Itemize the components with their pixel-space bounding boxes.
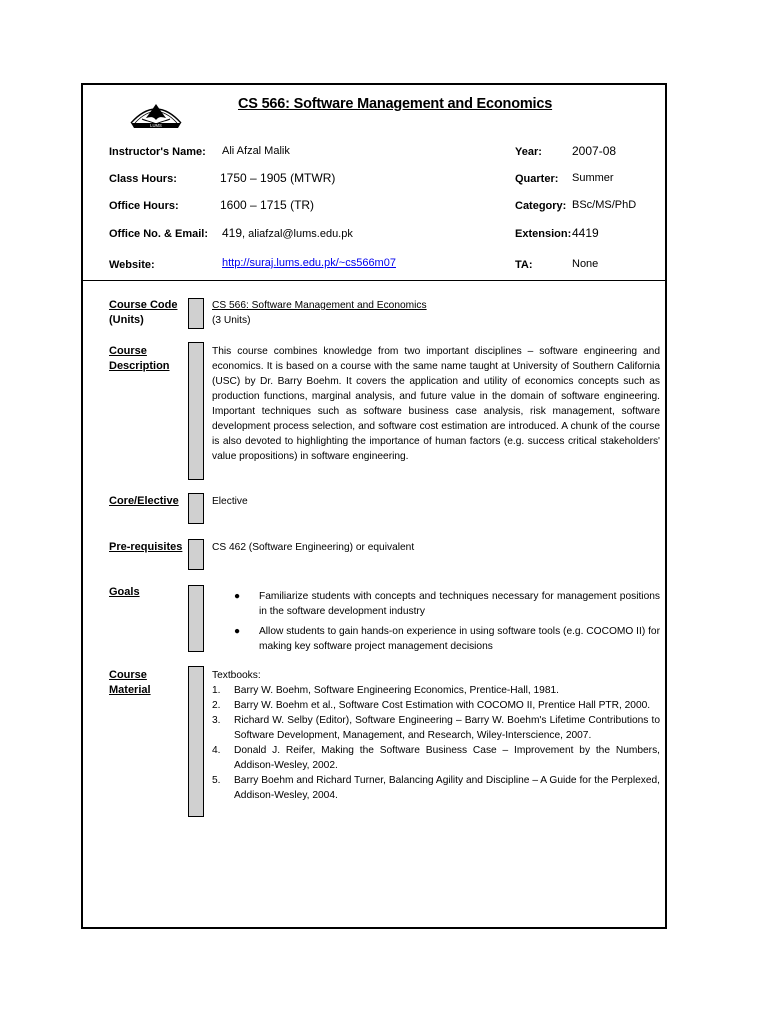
textbook-text: Donald J. Reifer, Making the Software Business Case – Improvement by the Numbers, Addison-Wesley, 2002.: [234, 745, 660, 771]
textbook-text: Barry W. Boehm, Software Engineering Economics, Prentice-Hall, 1981.: [234, 685, 560, 696]
prerequisites-label-text: Pre-requisites: [109, 541, 183, 553]
course-code-value: [212, 298, 660, 328]
course-code-marker: [188, 298, 204, 329]
material-marker: [188, 666, 204, 817]
material-label: [109, 668, 151, 698]
description-label-line2: Description: [109, 360, 170, 372]
textbook-number: 3.: [212, 715, 221, 726]
ta-label: TA:: [515, 259, 533, 271]
goals-marker: [188, 585, 204, 652]
textbook-item: [212, 773, 660, 803]
course-units: (3 Units): [212, 315, 251, 326]
office-email-label: Office No. & Email:: [109, 228, 209, 240]
office-email-value: [222, 226, 353, 240]
textbook-item: [212, 713, 660, 743]
prerequisites-marker: [188, 539, 204, 570]
goal-text: Familiarize students with concepts and techniques necessary for management positions in the software development industry: [259, 591, 660, 617]
textbook-number: 4.: [212, 745, 221, 756]
ta-value: None: [572, 258, 599, 270]
core-elective-value: Elective: [212, 496, 248, 507]
extension-value: 4419: [572, 226, 599, 240]
goals-label-text: Goals: [109, 586, 140, 598]
textbook-number: 1.: [212, 685, 221, 696]
textbook-item: [212, 698, 660, 713]
textbook-number: 2.: [212, 700, 221, 711]
bullet-icon: ●: [234, 626, 241, 637]
prerequisites-label: [109, 540, 182, 555]
material-content: [212, 668, 660, 803]
goal-item: [212, 589, 660, 619]
textbook-text: Barry Boehm and Richard Turner, Balancing Agility and Discipline – A Guide for the Perplexed, Addison-Wesley, 2004.: [234, 775, 660, 801]
website-value: [222, 257, 396, 269]
class-hours-value: 1750 – 1905 (MTWR): [220, 171, 336, 185]
year-label: Year:: [515, 146, 542, 158]
instructor-label: Instructor's Name:: [109, 146, 206, 158]
category-label: Category:: [515, 200, 567, 212]
website-link[interactable]: http://suraj.lums.edu.pk/~cs566m07: [222, 257, 396, 269]
core-elective-label: [109, 494, 179, 509]
core-elective-marker: [188, 493, 204, 524]
year-value: 2007-08: [572, 144, 617, 158]
header-separator: [83, 280, 665, 281]
material-label-line2: Material: [109, 684, 151, 696]
goals-list-wrap: [212, 589, 660, 659]
textbook-text: Richard W. Selby (Editor), Software Engineering – Barry W. Boehm's Lifetime Contributions to Software Development, Management, and Research, Wiley-Interscience, 2007.: [234, 715, 660, 741]
course-code-label: [109, 298, 177, 328]
description-label-line1: Course: [109, 345, 147, 357]
textbook-text: Barry W. Boehm et al., Software Cost Estimation with COCOMO II, Prentice Hall PTR, 2000.: [234, 700, 651, 711]
textbooks-heading: Textbooks:: [212, 670, 261, 681]
website-label: Website:: [109, 259, 155, 271]
goals-list: [212, 589, 660, 654]
page-title: CS 566: Software Management and Economics: [238, 96, 553, 112]
quarter-value: Summer: [572, 172, 614, 184]
description-text: This course combines knowledge from two important disciplines – software engineering and economics. It is based on a course with the same name taught at University of Southern California (USC) by Dr. Barry Boehm. It covers the application and utility of economics concepts such as production functions, marginal analysis, and future value in the domain of software engineering. Important techniques such as software business case analysis, risk management, software development process selection, and software cost estimation are introduced. A chunk of the course is also devoted to highlighting the importance of human factors (e.g. success critical stakeholders' value propositions) in software engineering.: [212, 346, 660, 462]
textbook-item: [212, 683, 660, 698]
email-address: , aliafzal@lums.edu.pk: [242, 228, 353, 240]
description-marker: [188, 342, 204, 480]
office-hours-label: Office Hours:: [109, 200, 179, 212]
goal-text: Allow students to gain hands-on experience in using software tools (e.g. COCOMO II) for making key software project management decisions: [259, 626, 660, 652]
course-code-label-line2: (Units): [109, 314, 144, 326]
material-label-line1: Course: [109, 669, 147, 681]
category-value: BSc/MS/PhD: [572, 199, 637, 211]
description-label: [109, 344, 170, 374]
instructor-value: Ali Afzal Malik: [222, 145, 290, 157]
course-outline-sheet: [81, 83, 667, 929]
course-code-title: CS 566: Software Management and Economics: [212, 300, 427, 311]
goal-item: [212, 624, 660, 654]
textbook-item: [212, 743, 660, 773]
core-elective-label-text: Core/Elective: [109, 495, 179, 507]
logo-text: LUMS: [150, 123, 162, 128]
bullet-icon: ●: [234, 591, 241, 602]
office-hours-value: 1600 – 1715 (TR): [220, 198, 315, 212]
textbook-number: 5.: [212, 775, 221, 786]
extension-label: Extension:: [515, 228, 572, 240]
goals-label: [109, 585, 140, 600]
class-hours-label: Class Hours:: [109, 173, 177, 185]
quarter-label: Quarter:: [515, 173, 559, 185]
course-code-label-line1: Course Code: [109, 299, 178, 311]
office-number: 419: [222, 226, 243, 240]
prerequisites-value: CS 462 (Software Engineering) or equivalent: [212, 542, 415, 553]
textbook-list: [212, 683, 660, 803]
university-logo: [128, 97, 184, 131]
